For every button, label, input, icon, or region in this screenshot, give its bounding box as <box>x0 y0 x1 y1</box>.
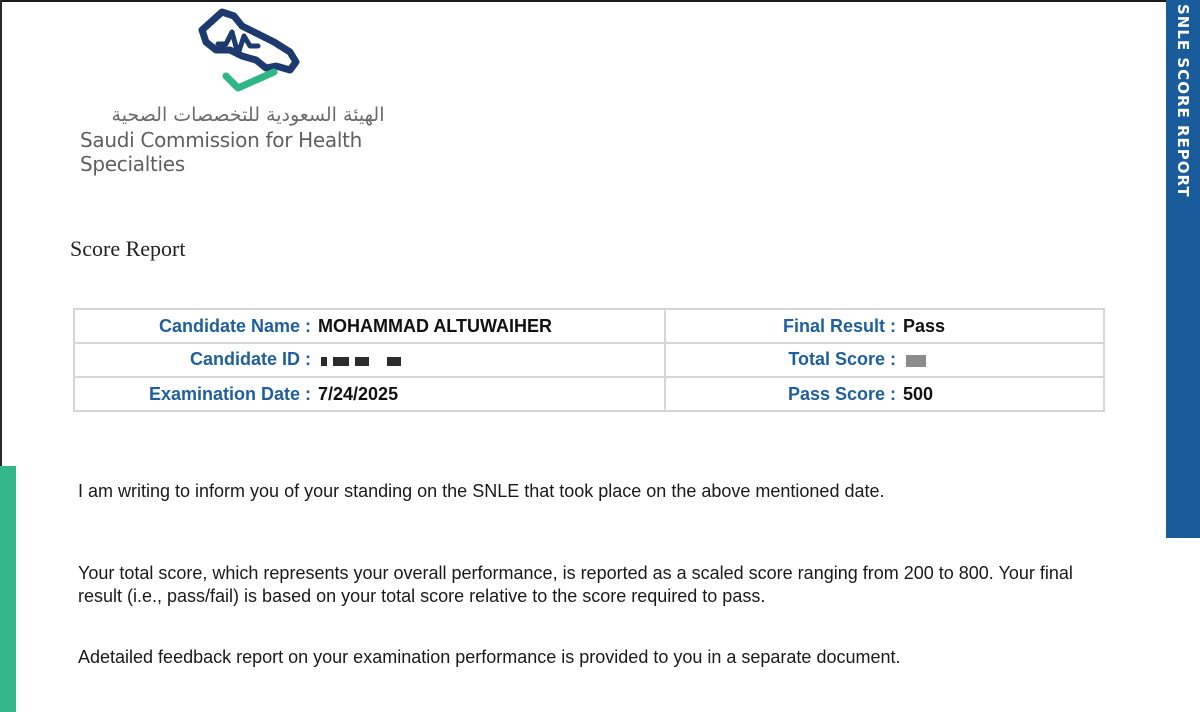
final-result-label: Final Result : <box>782 315 896 336</box>
left-accent-bar <box>0 466 16 712</box>
final-result-value: Pass <box>903 315 946 336</box>
table-cell <box>665 343 1104 377</box>
pass-score-label: Pass Score : <box>787 383 896 404</box>
candidate-id-label: Candidate ID : <box>189 349 311 370</box>
body-paragraph-1: I am writing to inform you of your standing on the SNLE that took place on the above mentioned date. <box>78 481 885 501</box>
redaction-block <box>906 355 926 367</box>
total-score-label: Total Score : <box>788 349 896 370</box>
side-tab <box>1166 0 1200 538</box>
table-cell <box>665 377 1104 411</box>
redaction-block <box>387 357 401 366</box>
candidate-info-table <box>73 308 1105 412</box>
total-score-redacted <box>906 350 932 371</box>
document-title: Score Report <box>70 236 186 261</box>
table-cell <box>74 309 665 343</box>
candidate-name-value: MOHAMMAD ALTUWAIHER <box>318 315 552 336</box>
table-cell <box>74 377 665 411</box>
side-tab-label: SNLE SCORE REPORT <box>1174 4 1192 198</box>
page-top-edge <box>0 0 1168 2</box>
redaction-block <box>321 357 327 366</box>
body-paragraph-2: Your total score, which represents your overall performance, is reported as a scaled score ranging from 200 to 800. Your final result (i.e., pass/fail) is based on your total score relative to the score required to pass. <box>78 563 1073 606</box>
table-row <box>74 343 1104 377</box>
body-paragraph-3: Adetailed feedback report on your examination performance is provided to you in a separate document. <box>78 647 901 667</box>
org-name-english: Saudi Commission for Health Specialties <box>80 128 363 176</box>
candidate-name-label: Candidate Name : <box>158 315 311 336</box>
pass-score-value: 500 <box>903 383 934 404</box>
table-row <box>74 377 1104 411</box>
org-name-arabic: الهيئة السعودية للتخصصات الصحية <box>111 104 385 126</box>
page-left-edge <box>0 0 2 470</box>
candidate-id-redacted <box>321 350 407 371</box>
logo-check-mark <box>226 72 274 88</box>
table-cell <box>74 343 665 377</box>
redaction-block <box>355 357 369 366</box>
table-row <box>74 309 1104 343</box>
examination-date-value: 7/24/2025 <box>318 383 399 404</box>
examination-date-label: Examination Date : <box>148 383 311 404</box>
table-cell <box>665 309 1104 343</box>
scfhs-logo-icon <box>192 6 304 98</box>
redaction-block <box>333 357 349 366</box>
